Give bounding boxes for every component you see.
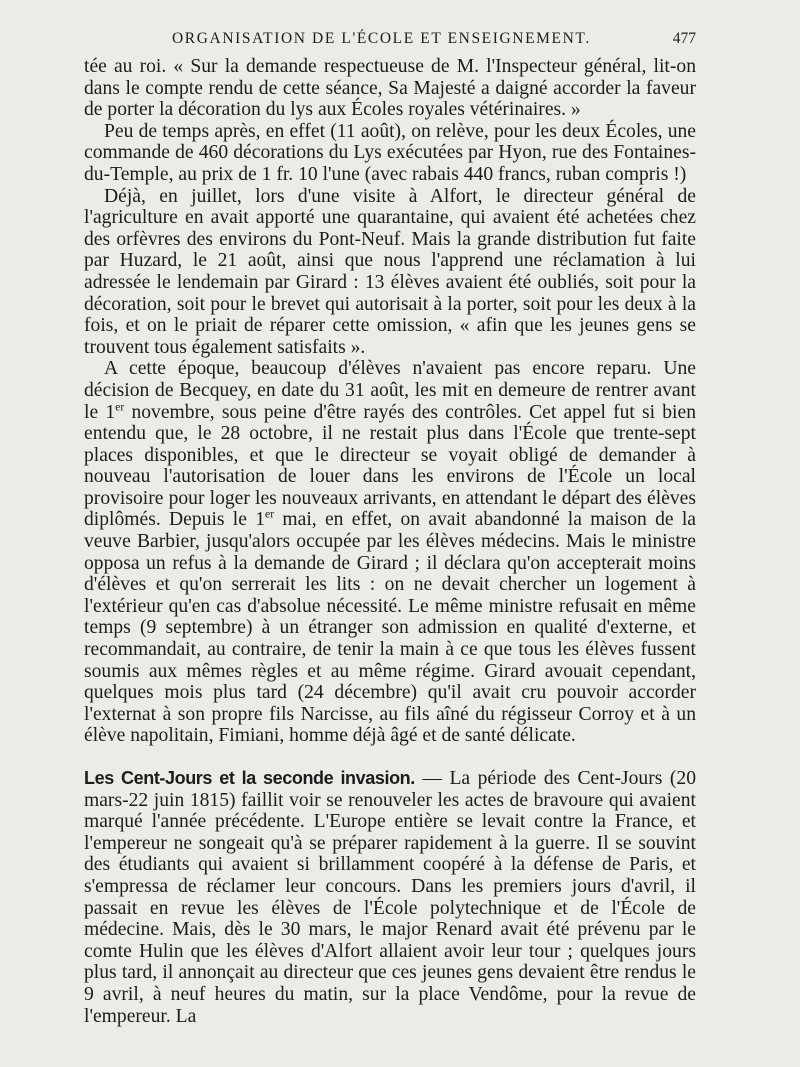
paragraph-1: tée au roi. « Sur la demande respectueuse de M. l'Inspecteur général, lit-on dans le compte rendu de cette séance, Sa Majesté a daigné accorder la faveur de porter la décoration du lys aux Écoles royales vétérinaires. » [84, 56, 696, 121]
paragraph-4-text: A cette époque, beaucoup d'élèves n'avaient pas encore reparu. Une décision de Becquey, en date du 31 août, les mit en demeure de rentrer avant le 1 [84, 358, 696, 423]
paragraph-4 [84, 358, 696, 747]
body-text [84, 56, 696, 1027]
paragraph-4-text: novembre, sous peine d'être rayés des contrôles. Cet appel fut si bien entendu que, le 28 octobre, il ne restait plus dans l'École que trente-sept places disponibles, et que le directeur se voyait obligé de demander à nouveau l'autorisation de louer dans les environs de l'École un local provisoire pour loger les nouveaux arrivants, en attendant le départ des élèves diplômés. Depuis le 1 [84, 401, 696, 531]
section-paragraph [84, 768, 696, 1027]
section-heading: Les Cent-Jours et la seconde invasion. [84, 768, 415, 788]
ordinal-superscript: er [265, 507, 275, 521]
ordinal-superscript: er [115, 399, 125, 413]
page-number: 477 [672, 30, 696, 47]
paragraph-4-text: mai, en effet, on avait abandonné la maison de la veuve Barbier, jusqu'alors occupée par les élèves médecins. Mais le ministre opposa un refus à la demande de Girard ; il déclara qu'on accepterait moins d'élèves et qu'on serrerait les lits : on ne devait chercher un logement à l'extérieur qu'en cas d'absolue nécessité. Le même ministre refusait en même temps (9 septembre) à un étranger son admission en qualité d'externe, et recommandait, au contraire, de tenir la main à ce que tous les élèves fussent soumis aux mêmes règles et au même régime. Girard avouait cependant, quelques mois plus tard (24 décembre) qu'il avait cru pouvoir accorder l'externat à son propre fils Narcisse, au fils aîné du régisseur Corroy et à un élève napolitain, Fimiani, homme déjà âgé et de santé délicate. [84, 509, 696, 747]
running-header [84, 30, 696, 50]
section-text: — La période des Cent-Jours (20 mars-22 juin 1815) faillit voir se renouveler les actes de bravoure qui avaient marqué l'année précédente. L'Europe entière se levait contre la France, et l'empereur ne songeait qu'à se préparer rapidement à la guerre. Il se souvint des étudiants qui avaient si brillamment coopéré à la défense de Paris, et s'empressa de réclamer leur concours. Dans les premiers jours d'avril, il passait en revue les élèves de l'École polytechnique et de l'École de médecine. Mais, dès le 30 mars, le major Renard avait été prévenu par le comte Hulin que les élèves d'Alfort allaient avoir leur tour ; quelques jours plus tard, il annonçait au directeur que ces jeunes gens devaient être rendus le 9 avril, à neuf heures du matin, sur la place Vendôme, pour la revue de l'empereur. La [84, 768, 696, 1027]
running-title: ORGANISATION DE L'ÉCOLE ET ENSEIGNEMENT. [172, 30, 591, 47]
paragraph-3: Déjà, en juillet, lors d'une visite à Alfort, le directeur général de l'agriculture en avait apporté une quarantaine, qui avaient été achetées chez des orfèvres des environs du Pont-Neuf. Mais la grande distribution fut faite par Huzard, le 21 août, ainsi que nous l'apprend une réclamation à lui adressée le lendemain par Girard : 13 élèves avaient été oubliés, soit pour la décoration, soit pour le brevet qui autorisait à la porter, soit pour les deux à la fois, et on le priait de réparer cette omission, « afin que les jeunes gens se trouvent tous également satisfaits ». [84, 185, 696, 358]
paragraph-2: Peu de temps après, en effet (11 août), on relève, pour les deux Écoles, une commande de 460 décorations du Lys exécutées par Hyon, rue des Fontaines-du-Temple, au prix de 1 fr. 10 l'une (avec rabais 440 francs, ruban compris !) [84, 120, 696, 185]
